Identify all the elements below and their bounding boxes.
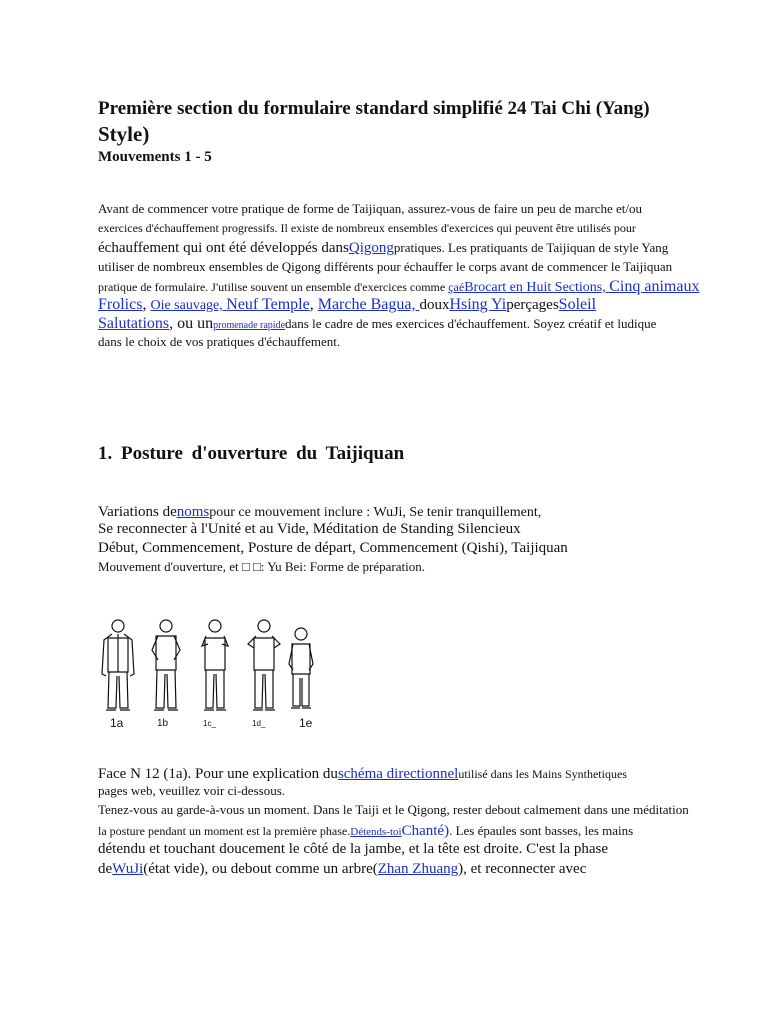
link-cinq-animaux[interactable]: Cinq animaux — [609, 278, 700, 295]
link-schema-directionnel[interactable]: schéma directionnel — [337, 766, 459, 782]
explain-line-6 — [98, 861, 586, 877]
link-chante[interactable]: Chanté) — [401, 823, 450, 839]
link-cae[interactable]: çaé — [448, 280, 465, 294]
explain-text: . Les épaules sont basses, les mains — [449, 823, 634, 838]
link-neuf-temple[interactable]: Neuf Temple — [226, 296, 310, 313]
intro-line-8: dans le choix de vos pratiques d'échauffement. — [98, 334, 341, 349]
caption-1e: 1e — [299, 716, 313, 730]
document-title-line2: Style) — [98, 122, 150, 146]
link-noms[interactable]: noms — [176, 504, 210, 520]
figure-1e — [284, 616, 318, 716]
posture-figures — [96, 616, 328, 734]
variations-text: Variations de — [98, 504, 177, 520]
variations-line-2: Se reconnecter à l'Unité et au Vide, Méditation de Standing Silencieux — [98, 521, 521, 537]
link-detends-toi[interactable]: Détends-toi — [350, 826, 402, 838]
link-wuji[interactable]: WuJi — [112, 861, 144, 877]
caption-1d: 1d_ — [252, 719, 266, 728]
link-frolics[interactable]: Frolics — [98, 296, 143, 313]
explain-line-1 — [98, 766, 627, 782]
document-title-line1: Première section du formulaire standard simplifié 24 Tai Chi (Yang) — [98, 98, 650, 119]
explain-text: Face N 12 (1a). Pour une explication du — [98, 766, 338, 782]
variations-line-1 — [98, 504, 541, 520]
intro-text: doux — [419, 297, 450, 313]
intro-text: , ou un — [169, 315, 214, 332]
intro-text: pratiques. Les pratiquants de Taijiquan de style Yang — [393, 240, 669, 255]
section-heading: 1. Posture d'ouverture du Taijiquan — [98, 443, 405, 464]
intro-text: pratique de formulaire. J'utilise souvent un ensemble d'exercices comme — [98, 280, 449, 294]
explain-line-2: pages web, veuillez voir ci-dessous. — [98, 783, 286, 798]
link-qigong[interactable]: Qigong — [348, 240, 394, 256]
link-soleil[interactable]: Soleil — [558, 296, 597, 313]
explain-line-3: Tenez-vous au garde-à-vous un moment. Dans le Taiji et le Qigong, rester debout calmement dans une méditation — [98, 802, 689, 817]
link-marche-bagua[interactable]: Marche Bagua, — [317, 296, 420, 313]
document-subtitle: Mouvements 1 - 5 — [98, 149, 212, 165]
link-salutations[interactable]: Salutations — [98, 315, 170, 332]
intro-line-1: Avant de commencer votre pratique de forme de Taijiquan, assurez-vous de faire un peu de marche et/ou — [98, 201, 643, 216]
caption-1a: 1a — [110, 716, 124, 730]
intro-line-7 — [98, 316, 656, 332]
explain-line-5: détendu et touchant doucement le côté de la jambe, et la tête est droite. C'est la phase — [98, 841, 609, 857]
explain-text: ), et reconnecter avec — [458, 861, 587, 877]
intro-line-2: exercices d'échauffement progressifs. Il existe de nombreux ensembles d'exercices qui peuvent être utilisés pour — [98, 221, 636, 235]
caption-1c: 1c_ — [203, 719, 216, 728]
intro-line-5 — [98, 279, 699, 295]
intro-text: dans le cadre de mes exercices d'échauffement. Soyez créatif et ludique — [285, 316, 657, 331]
link-promenade-rapide[interactable]: promenade rapide — [213, 320, 286, 331]
variations-text: pour ce mouvement inclure : WuJi, Se tenir tranquillement, — [209, 505, 542, 520]
link-zhan-zhuang[interactable]: Zhan Zhuang — [377, 861, 459, 877]
link-oie-sauvage[interactable]: Oie sauvage, — [150, 298, 227, 313]
intro-text: , — [142, 296, 151, 313]
figure-1b — [148, 616, 184, 716]
intro-text: , — [309, 296, 318, 313]
link-hsing-yi[interactable]: Hsing Yi — [449, 296, 507, 313]
variations-line-3: Début, Commencement, Posture de départ, Commencement (Qishi), Taijiquan — [98, 540, 568, 556]
link-brocart[interactable]: Brocart en Huit Sections, — [464, 280, 610, 295]
explain-text: utilisé dans les Mains Synthetiques — [458, 767, 627, 781]
explain-line-4 — [98, 823, 633, 839]
figure-1d — [246, 616, 282, 716]
figure-1a — [96, 616, 140, 716]
explain-text: de — [98, 861, 113, 877]
intro-line-6 — [98, 297, 596, 313]
intro-text: perçages — [506, 297, 559, 313]
intro-line-3 — [98, 240, 668, 256]
intro-line-4: utiliser de nombreux ensembles de Qigong différents pour échauffer le corps avant de commencer le Taijiquan — [98, 259, 673, 274]
caption-1b: 1b — [157, 718, 169, 729]
figure-1c — [200, 616, 230, 716]
variations-line-4: Mouvement d'ouverture, et □ □: Yu Bei: Forme de préparation. — [98, 559, 425, 574]
intro-text: échauffement qui ont été développés dans — [98, 240, 349, 256]
explain-text: la posture pendant un moment est la première phase. — [98, 824, 351, 838]
explain-text: (état vide), ou debout comme un arbre( — [143, 861, 378, 877]
